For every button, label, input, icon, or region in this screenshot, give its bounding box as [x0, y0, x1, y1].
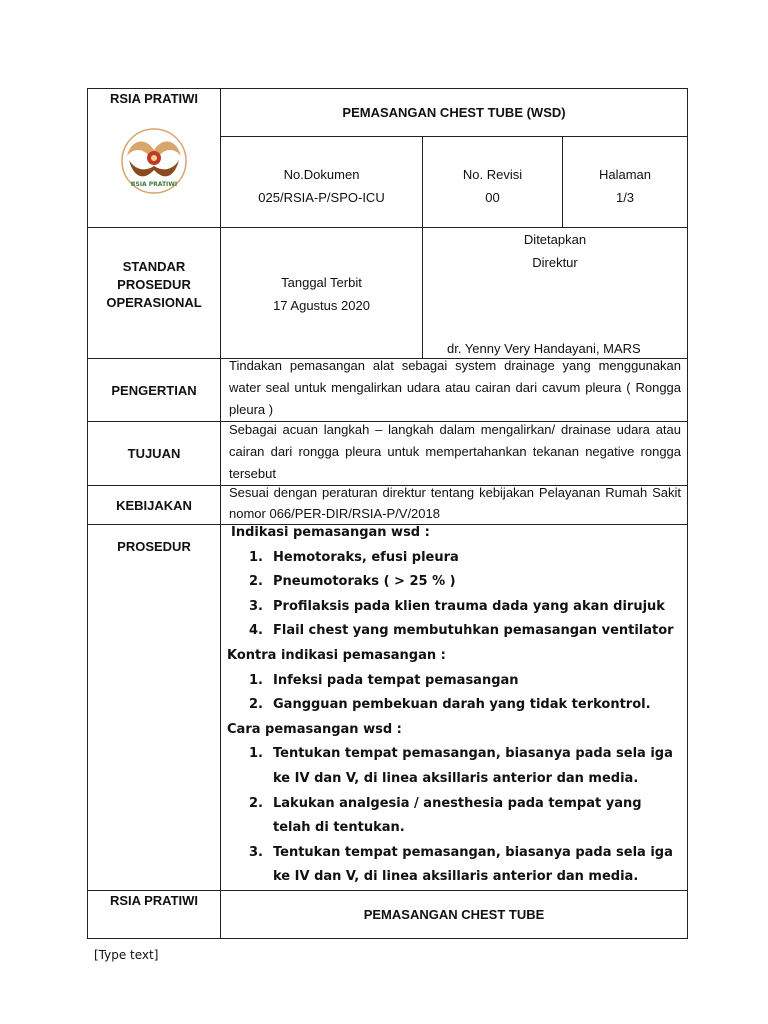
halaman-cell	[563, 137, 688, 228]
no-revisi-value: 00	[485, 190, 500, 205]
halaman-value: 1/3	[615, 190, 635, 205]
halaman-label: Halaman	[598, 167, 652, 182]
svg-text:RSIA PRATIWI: RSIA PRATIWI	[130, 181, 178, 188]
no-dokumen-value: 025/RSIA-P/SPO-ICU	[258, 190, 385, 205]
tujuan-text: Sebagai acuan langkah – langkah dalam mengalirkan/ drainase udara atau cairan dari rongga pleura untuk mempertahankan tekanan negative rongga tersebut	[229, 422, 682, 481]
indikasi-list	[227, 546, 679, 644]
org-cell	[88, 89, 221, 228]
kebijakan-cell	[221, 486, 688, 525]
cara-title: Cara pemasangan wsd :	[227, 721, 402, 737]
direktur-label: Direktur	[532, 255, 578, 270]
sop-label-line3: OPERASIONAL	[106, 295, 202, 310]
footer-org-name: RSIA PRATIWI	[88, 890, 221, 938]
no-dokumen-cell	[221, 137, 423, 228]
list-item: 2. Gangguan pembekuan darah yang tidak terkontrol.	[249, 697, 651, 713]
footer-title: PEMASANGAN CHEST TUBE	[221, 890, 688, 938]
tanggal-terbit-label: Tanggal Terbit	[281, 275, 362, 290]
tujuan-label: TUJUAN	[88, 422, 221, 486]
logo-icon	[119, 126, 189, 196]
cara-list	[227, 742, 679, 890]
kontra-title: Kontra indikasi pemasangan :	[227, 647, 446, 663]
list-item: 4. Flail chest yang membutuhkan pemasangan ventilator	[249, 623, 674, 639]
list-item: 2. Lakukan analgesia / anesthesia pada tempat yang telah di tentukan.	[249, 795, 642, 836]
prosedur-cell	[221, 525, 688, 891]
ditetapkan-label: Ditetapkan	[523, 232, 587, 247]
pengertian-cell	[221, 359, 688, 422]
no-dokumen-label: No.Dokumen	[283, 167, 360, 182]
document-title: PEMASANGAN CHEST TUBE (WSD)	[221, 89, 688, 137]
indikasi-title: Indikasi pemasangan wsd :	[231, 525, 430, 540]
sop-label-line2: PROSEDUR	[117, 277, 191, 292]
pengertian-text: Tindakan pemasangan alat sebagai system drainage yang menggunakan water seal untuk mengalirkan udara atau cairan dari cavum pleura ( Rongga pleura )	[229, 358, 682, 417]
org-name: RSIA PRATIWI	[109, 91, 199, 106]
signatory-name: dr. Yenny Very Handayani, MARS	[447, 341, 641, 356]
ditetapkan-cell	[423, 228, 688, 359]
kebijakan-text: Sesuai dengan peraturan direktur tentang kebijakan Pelayanan Rumah Sakit nomor 066/PER-DIR/RSIA-P/V/2018	[229, 485, 682, 521]
list-item: 1. Infeksi pada tempat pemasangan	[249, 672, 519, 688]
sop-label-cell	[88, 228, 221, 359]
prosedur-label: PROSEDUR	[88, 525, 221, 891]
sop-label-line1: STANDAR	[122, 259, 186, 274]
no-revisi-cell	[423, 137, 563, 228]
kebijakan-label: KEBIJAKAN	[88, 486, 221, 525]
sop-table	[87, 88, 688, 939]
hospital-logo	[88, 126, 220, 196]
list-item: 3. Tentukan tempat pemasangan, biasanya pada sela iga ke IV dan V, di linea aksillaris anterior dan media.	[249, 844, 673, 885]
list-item: 2. Pneumotoraks ( > 25 % )	[249, 574, 456, 590]
tanggal-terbit-value: 17 Agustus 2020	[273, 298, 370, 313]
tanggal-terbit-cell	[221, 228, 423, 359]
sop-document	[87, 88, 687, 939]
page-footer-placeholder: [Type text]	[94, 948, 159, 962]
list-item: 1. Hemotoraks, efusi pleura	[249, 549, 459, 565]
no-revisi-label: No. Revisi	[462, 167, 523, 182]
list-item: 3. Profilaksis pada klien trauma dada yang akan dirujuk	[249, 598, 665, 614]
list-item: 1. Tentukan tempat pemasangan, biasanya pada sela iga ke IV dan V, di linea aksillaris anterior dan media.	[249, 746, 673, 786]
tujuan-cell	[221, 422, 688, 486]
kontra-list	[227, 669, 679, 718]
pengertian-label: PENGERTIAN	[88, 359, 221, 422]
